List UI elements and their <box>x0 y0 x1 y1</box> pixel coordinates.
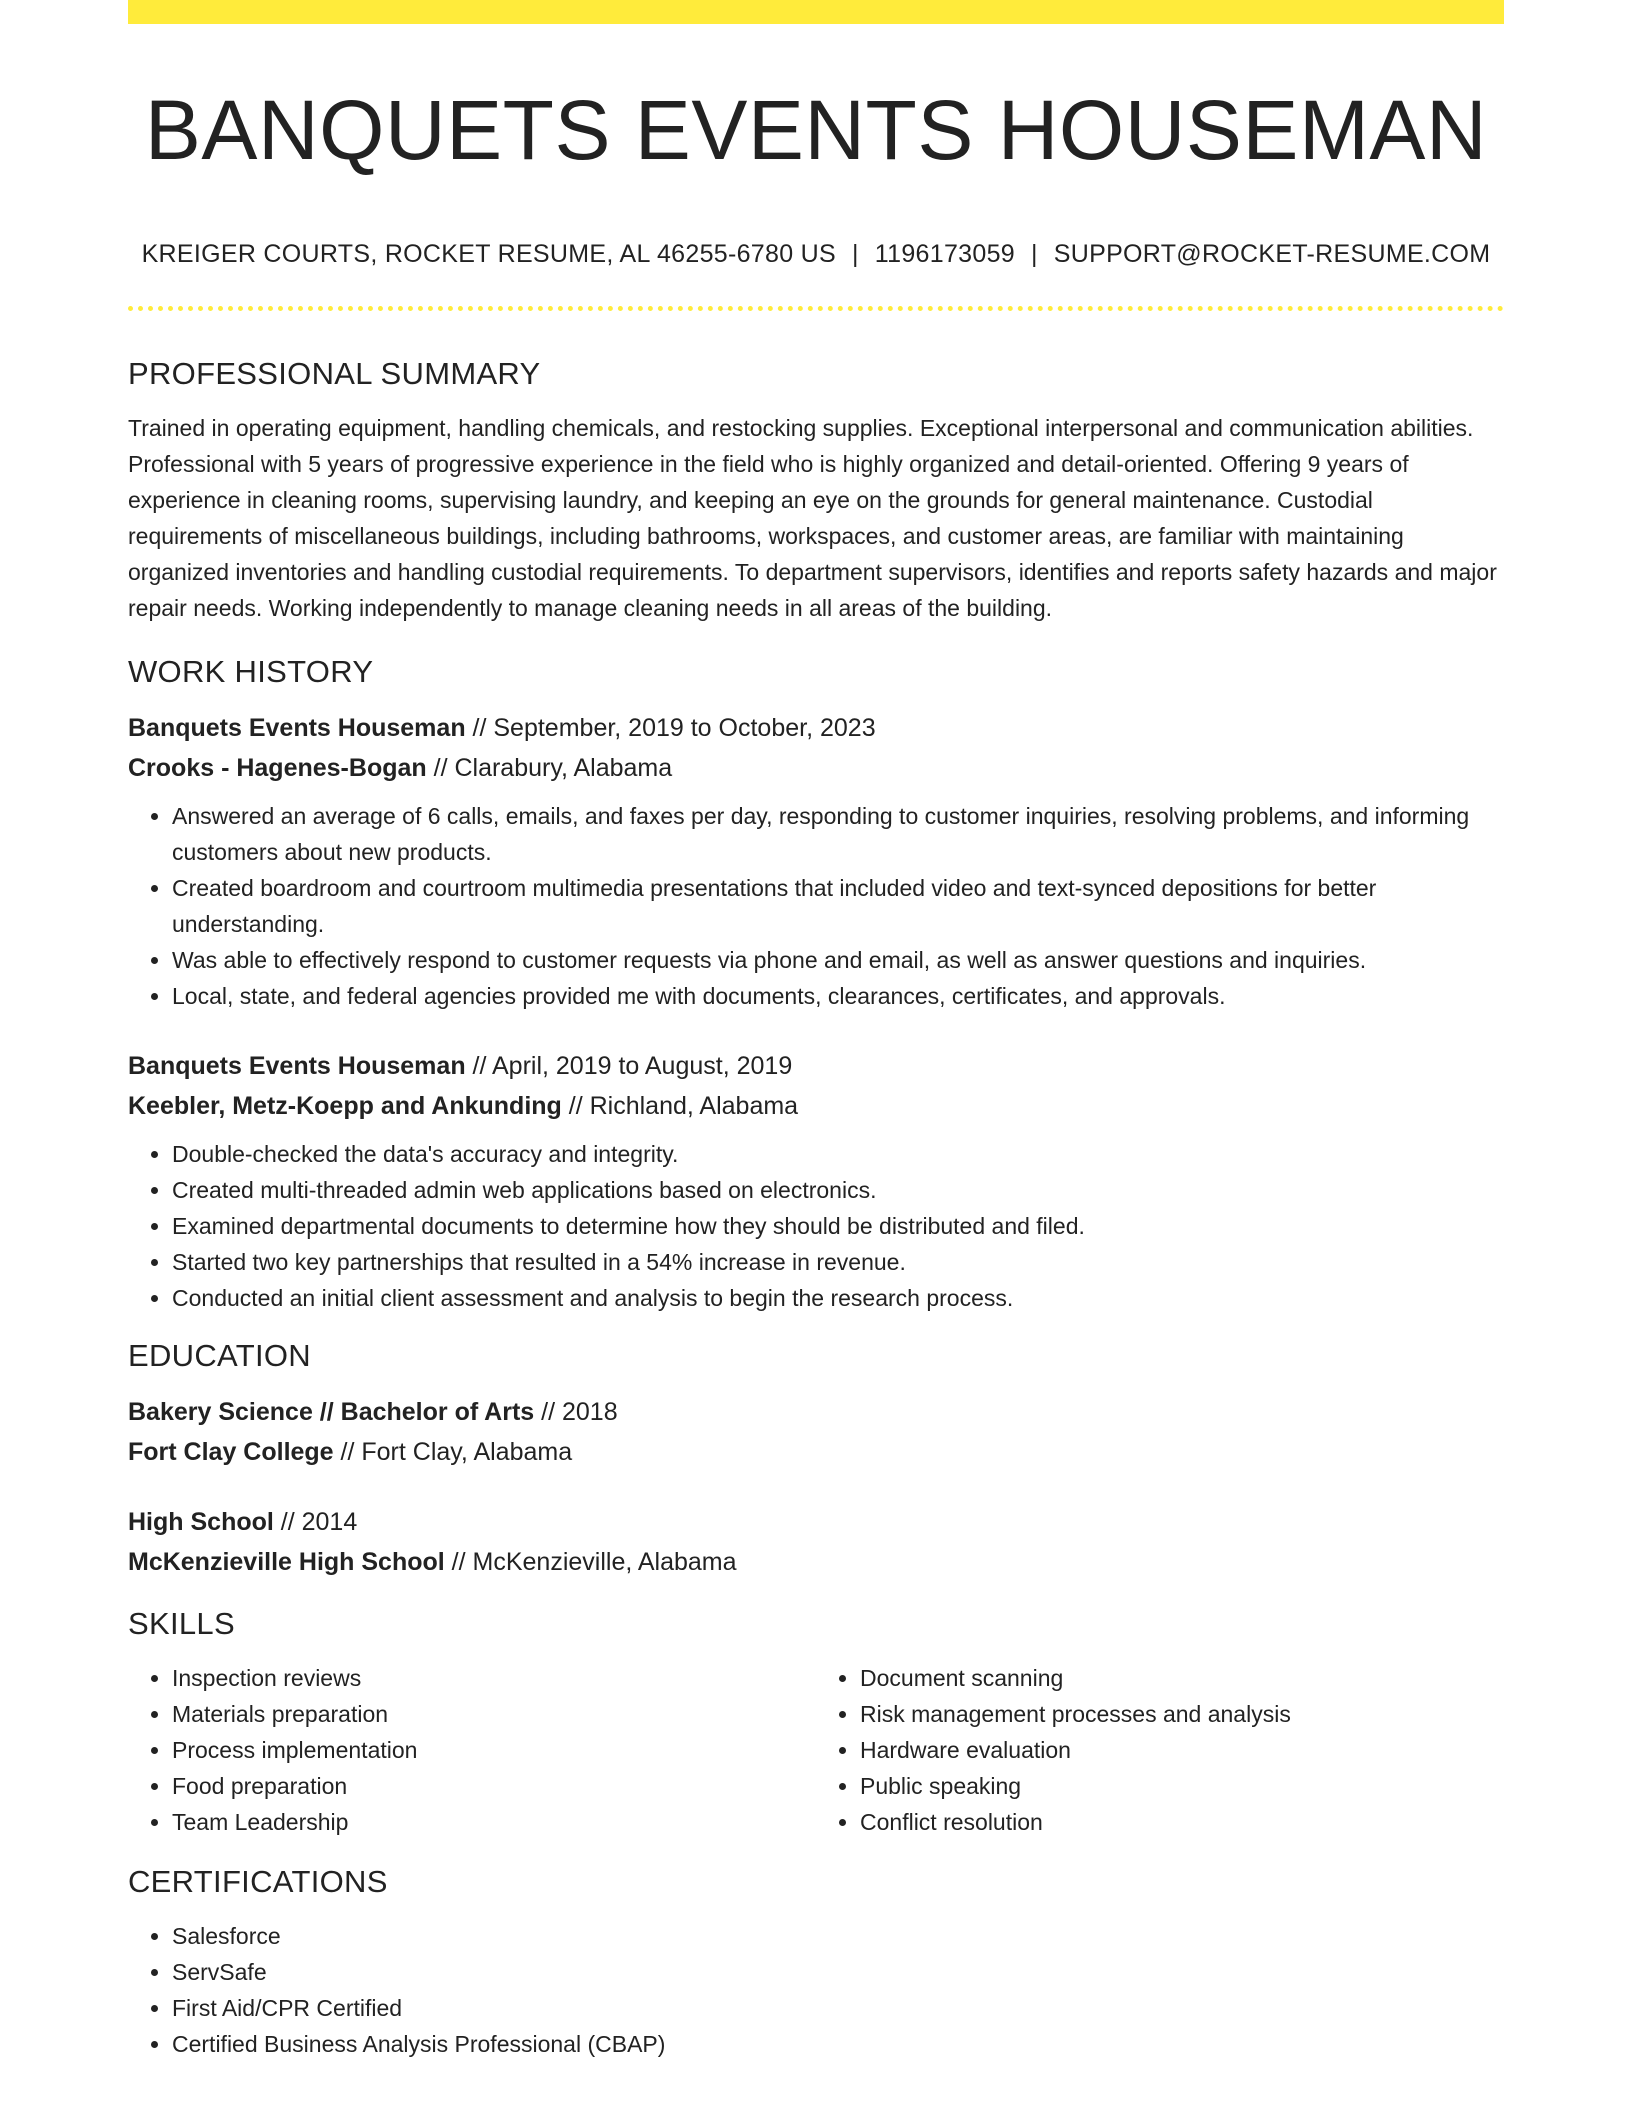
email-link[interactable]: SUPPORT@ROCKET-RESUME.COM <box>1053 240 1491 268</box>
list-item: • Materials preparation <box>172 1696 816 1732</box>
contact-separator: | <box>1030 240 1038 268</box>
education-location: // Fort Clay, Alabama <box>333 1438 573 1466</box>
education-school: Fort Clay College <box>128 1438 334 1466</box>
certifications-title: CERTIFICATIONS <box>128 1864 388 1899</box>
job-dates: // September, 2019 to October, 2023 <box>465 714 876 742</box>
education-degree-line <box>128 1502 1504 1542</box>
list-item: • Was able to effectively respond to customer requests via phone and email, as well as answer questions and inquiries. <box>172 942 1504 978</box>
list-item: • Document scanning <box>860 1660 1504 1696</box>
work-history-section <box>128 650 1504 1316</box>
education-degree: Bakery Science // Bachelor of Arts <box>128 1398 535 1426</box>
list-item: • Created multi-threaded admin web applications based on electronics. <box>172 1172 1504 1208</box>
job-entry <box>128 708 1504 1014</box>
dotted-divider <box>128 306 1504 311</box>
list-item: • Certified Business Analysis Professional (CBAP) <box>172 2026 1504 2062</box>
education-year: // 2018 <box>534 1398 618 1426</box>
list-item: • Public speaking <box>860 1768 1504 1804</box>
accent-bar <box>128 0 1504 24</box>
education-location: // McKenzieville, Alabama <box>444 1548 737 1576</box>
skills-list-left <box>128 1660 816 1840</box>
list-item: • Team Leadership <box>172 1804 816 1840</box>
certifications-section <box>128 1860 1504 2062</box>
list-item: • Answered an average of 6 calls, emails, and faxes per day, responding to customer inquiries, resolving problems, and informing customers about new products. <box>172 798 1504 870</box>
education-school: McKenzieville High School <box>128 1548 445 1576</box>
job-company-line <box>128 748 1504 788</box>
list-item: • Process implementation <box>172 1732 816 1768</box>
list-item: • Conflict resolution <box>860 1804 1504 1840</box>
list-item: • Risk management processes and analysis <box>860 1696 1504 1732</box>
list-item: • Local, state, and federal agencies provided me with documents, clearances, certificates, and approvals. <box>172 978 1504 1014</box>
education-entry <box>128 1502 1504 1582</box>
job-title-line <box>128 708 1504 748</box>
list-item: • Examined departmental documents to determine how they should be distributed and filed. <box>172 1208 1504 1244</box>
summary-section <box>128 352 1504 626</box>
skills-title: SKILLS <box>128 1606 235 1641</box>
resume-content <box>128 352 1504 2062</box>
list-item: • Double-checked the data's accuracy and integrity. <box>172 1136 1504 1172</box>
list-item: • Food preparation <box>172 1768 816 1804</box>
job-role: Banquets Events Houseman <box>128 714 466 742</box>
job-bullets <box>128 798 1504 1014</box>
list-item: • First Aid/CPR Certified <box>172 1990 1504 2026</box>
job-role: Banquets Events Houseman <box>128 1052 466 1080</box>
candidate-name: BANQUETS EVENTS HOUSEMAN <box>144 83 1488 177</box>
skills-list-right <box>816 1660 1504 1840</box>
job-dates: // April, 2019 to August, 2019 <box>465 1052 793 1080</box>
education-school-line <box>128 1542 1504 1582</box>
contact-line <box>128 236 1504 272</box>
job-title-line <box>128 1046 1504 1086</box>
education-degree: High School <box>128 1508 274 1536</box>
list-item: • Started two key partnerships that resulted in a 54% increase in revenue. <box>172 1244 1504 1280</box>
list-item: • Created boardroom and courtroom multimedia presentations that included video and text-synced depositions for better understanding. <box>172 870 1504 942</box>
education-degree-line <box>128 1392 1504 1432</box>
contact-separator: | <box>852 240 859 268</box>
job-company: Keebler, Metz-Koepp and Ankunding <box>128 1092 562 1120</box>
education-school-line <box>128 1432 1504 1472</box>
work-history-title: WORK HISTORY <box>128 654 374 689</box>
job-company-line <box>128 1086 1504 1126</box>
list-item: • ServSafe <box>172 1954 1504 1990</box>
job-company: Crooks - Hagenes-Bogan <box>128 754 427 782</box>
address: KREIGER COURTS, ROCKET RESUME, AL 46255-6780 US <box>141 240 836 268</box>
skills-columns <box>128 1660 1504 1840</box>
phone: 1196173059 <box>874 240 1015 268</box>
summary-text: Trained in operating equipment, handling chemicals, and restocking supplies. Exceptional interpersonal and communication abilities. Professional with 5 years of progressive experience in the field who is highly organized and detail-oriented. Offering 9 years of experience in cleaning rooms, supervising laundry, and keeping an eye on the grounds for general maintenance. Custodial requirements of miscellaneous buildings, including bathrooms, workspaces, and customer areas, are familiar with maintaining organized inventories and handling custodial requirements. To department supervisors, identifies and reports safety hazards and major repair needs. Working independently to manage cleaning needs in all areas of the building. <box>128 415 1497 621</box>
job-bullets <box>128 1136 1504 1316</box>
list-item: • Conducted an initial client assessment and analysis to begin the research process. <box>172 1280 1504 1316</box>
list-item: • Hardware evaluation <box>860 1732 1504 1768</box>
education-entry <box>128 1392 1504 1472</box>
job-entry <box>128 1046 1504 1316</box>
list-item: • Inspection reviews <box>172 1660 816 1696</box>
list-item: • Salesforce <box>172 1918 1504 1954</box>
skills-section <box>128 1602 1504 1840</box>
education-title: EDUCATION <box>128 1338 311 1373</box>
job-location: // Clarabury, Alabama <box>426 754 673 782</box>
certifications-list <box>128 1918 1504 2062</box>
education-section <box>128 1334 1504 1582</box>
education-year: // 2014 <box>273 1508 358 1536</box>
summary-title: PROFESSIONAL SUMMARY <box>128 356 541 391</box>
job-location: // Richland, Alabama <box>561 1092 799 1120</box>
